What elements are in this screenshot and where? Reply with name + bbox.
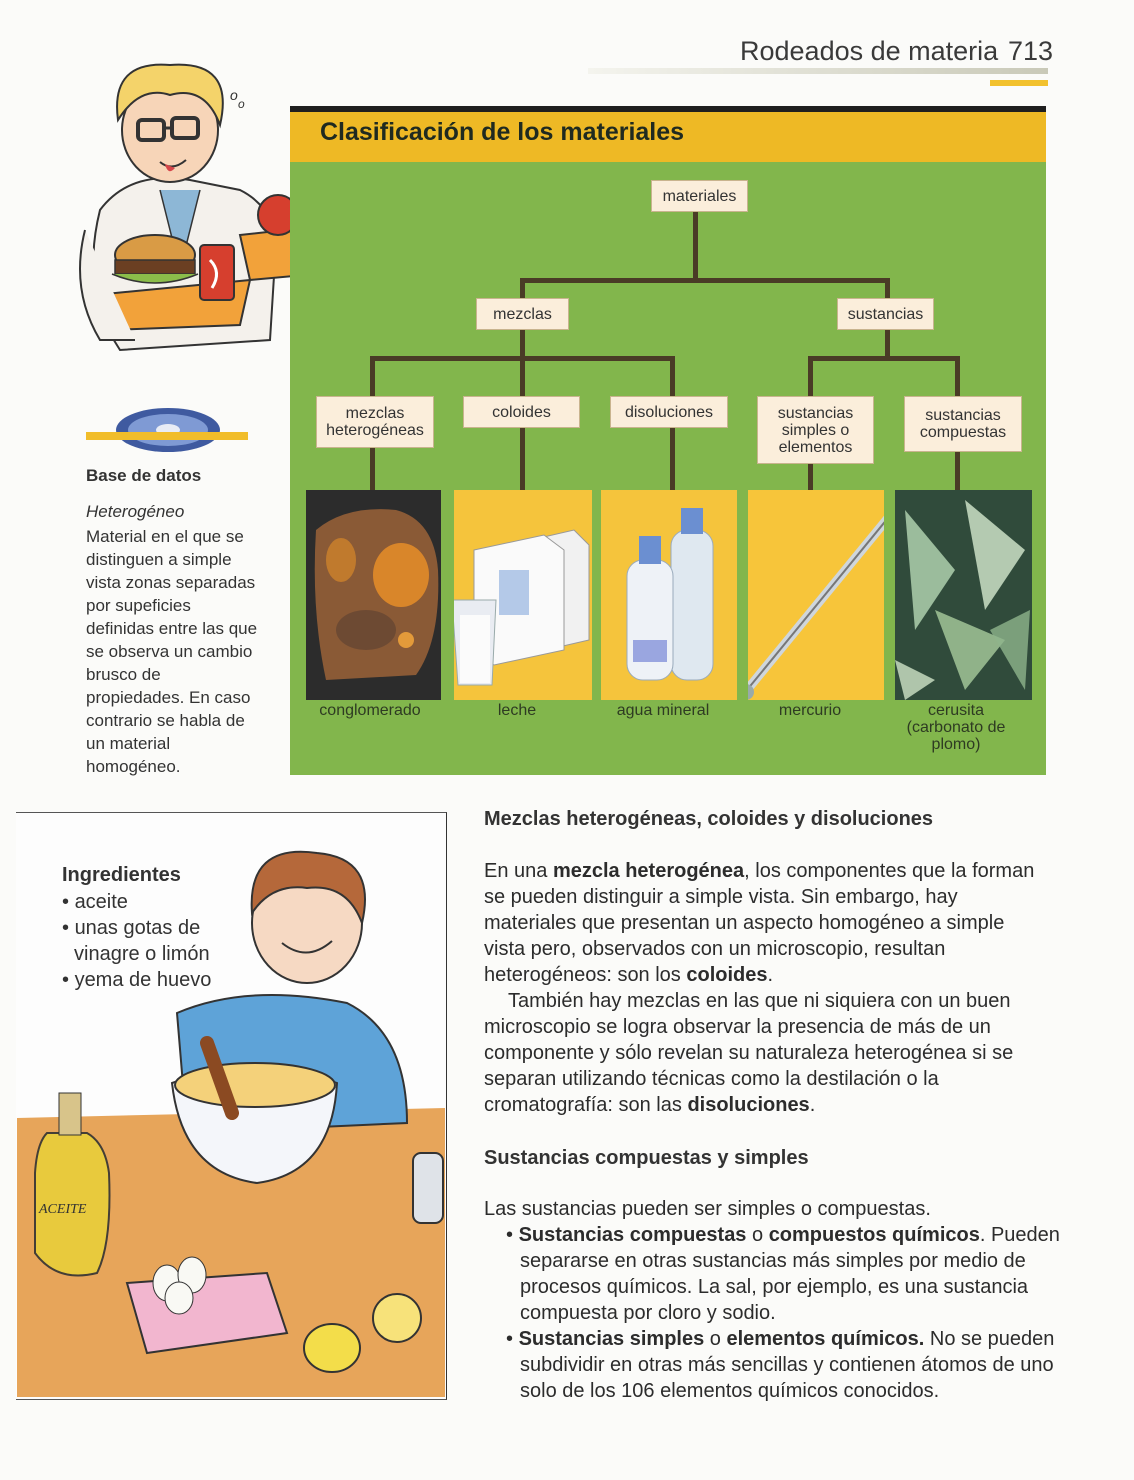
tree-connector — [520, 278, 890, 283]
section-heading-mezclas: Mezclas heterogéneas, coloides y disoluciones — [484, 808, 934, 830]
sidebar-definition: Material en el que se distinguen a simple vista zonas separadas por supeficies definidas entre las que se observa un cambio brusco de propiedades. En caso contrario se habla de un material homogéneo. — [86, 527, 258, 776]
cerusita-photo — [895, 490, 1032, 700]
tree-connector — [808, 464, 813, 492]
tree-connector — [520, 356, 525, 396]
section-heading-sustancias: Sustancias compuestas y simples — [484, 1147, 809, 1169]
caption-conglomerado: conglomerado — [319, 702, 421, 719]
node-sustancias-simples: sustancias simples o elementos — [757, 396, 874, 464]
node-mezclas: mezclas — [476, 298, 569, 330]
caption-agua-mineral: agua mineral — [616, 702, 710, 719]
mercurio-photo — [748, 490, 884, 700]
list-item: • Sustancias simples o elementos químicos. No se pueden subdividir en otras más sencillas y contienen átomos de uno solo de los 106 elementos químicos conocidos. — [506, 1328, 1055, 1402]
caption-leche: leche — [497, 702, 537, 719]
tree-connector — [955, 356, 960, 396]
ingredient-label: aceite — [74, 891, 128, 913]
node-materiales: materiales — [651, 180, 748, 212]
svg-text:o: o — [238, 97, 245, 111]
tree-connector — [670, 356, 675, 396]
node-mezclas-heterogeneas: mezclas heterogéneas — [316, 396, 434, 448]
header-accent-tab — [990, 80, 1048, 86]
ingredient-label: yema de huevo — [74, 969, 212, 991]
node-disoluciones: disoluciones — [610, 396, 728, 428]
ingredient-item: • aceite — [62, 891, 128, 913]
header-rule — [588, 68, 1048, 74]
tree-connector — [808, 356, 813, 396]
agua-mineral-photo — [601, 490, 737, 700]
caption-cerusita: cerusita (carbonato de plomo) — [906, 702, 1006, 753]
tree-connector — [955, 452, 960, 492]
paragraph: En una mezcla heterogénea, los componentes que la forman se pueden distinguir a simple vista. Sin embargo, hay materiales que presentan un aspecto homogéneo a simple vista pero, observados con un microscopio, resultan heterogéneos: son los coloides. — [484, 860, 1035, 986]
recipe-title: Ingredientes — [62, 864, 181, 886]
svg-text:o: o — [230, 87, 238, 103]
node-sustancias-compuestas: sustancias compuestas — [904, 396, 1022, 452]
page-number: 713 — [1008, 36, 1054, 66]
node-coloides: coloides — [463, 396, 580, 428]
tree-connector — [370, 448, 375, 492]
sidebar-title: Base de datos — [86, 466, 202, 485]
list-item: • Sustancias compuestas o compuestos químicos. Pueden separarse en otras sustancias más simples por medio de procesos químicos. La sal, por ejemplo, es una sustancia compuesta por cloro y sodio. — [506, 1224, 1060, 1324]
tree-connector — [520, 428, 525, 492]
tree-connector — [670, 428, 675, 492]
oil-bottle-label: ACEITE — [39, 1202, 87, 1217]
leche-photo — [454, 490, 592, 700]
tree-connector — [370, 356, 375, 396]
caption-mercurio: mercurio — [778, 702, 842, 719]
classification-title: Clasificación de los materiales — [320, 118, 685, 146]
node-sustancias: sustancias — [837, 298, 934, 330]
sidebar-accent-bar — [86, 432, 248, 440]
sidebar-term: Heterogéneo — [86, 502, 185, 521]
running-title: Rodeados de materia — [740, 36, 999, 66]
paragraph: También hay mezclas en las que ni siquiera con un buen microscopio se logra observar la presencia de más de un componente y sólo revelan su naturaleza heterogénea si se separan utilizando técnicas como la destilación o la cromatografía: son las disoluciones. — [484, 990, 1014, 1116]
ingredient-label: unas gotas de vinagre o limón — [74, 917, 210, 965]
section1-body — [484, 858, 1050, 1118]
tree-connector — [808, 356, 960, 361]
tree-connector — [693, 212, 698, 282]
ingredient-item: • yema de huevo — [62, 969, 212, 991]
cd-disc-icon — [112, 402, 224, 458]
ingredient-item: • unas gotas de vinagre o limón — [62, 917, 210, 965]
section2-intro: Las sustancias pueden ser simples o compuestas. — [484, 1198, 931, 1220]
conglomerado-photo — [306, 490, 441, 700]
